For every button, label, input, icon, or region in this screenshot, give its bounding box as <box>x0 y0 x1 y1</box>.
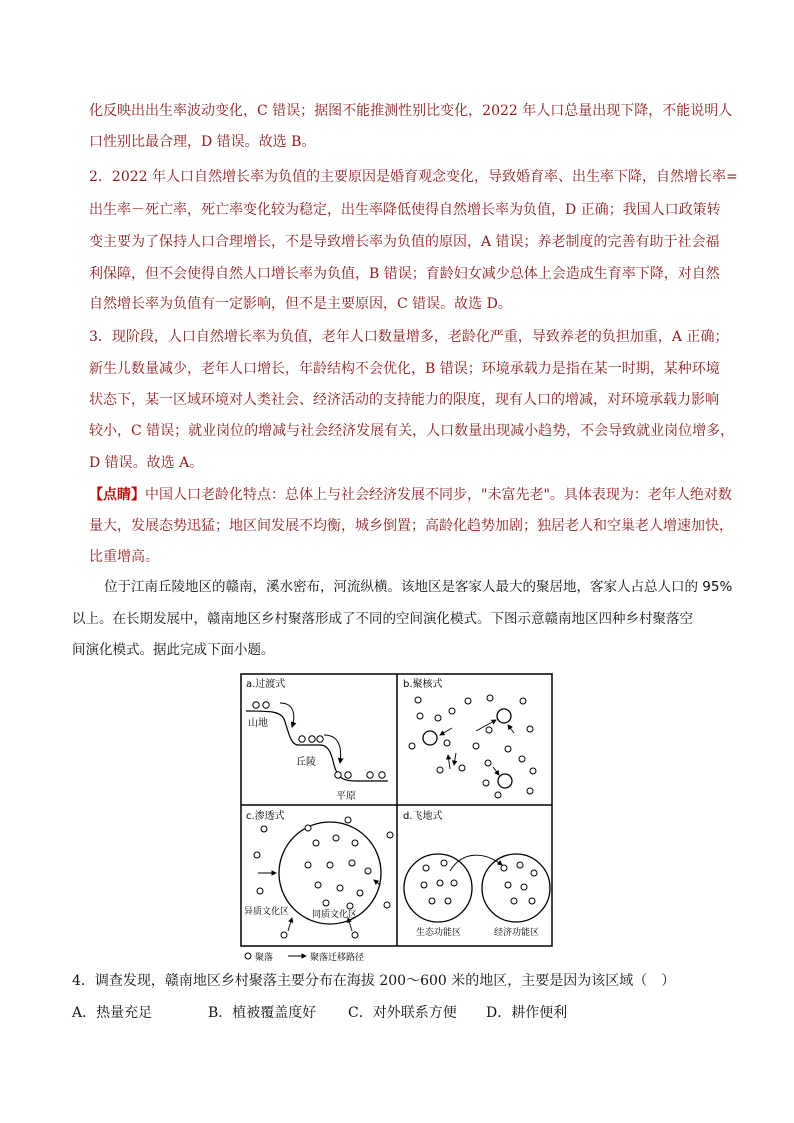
settlement-model-figure <box>240 673 553 965</box>
label-homogeneous-culture: 同质文化区 <box>312 910 358 920</box>
question-4-option-d[interactable]: D．耕作便利 <box>486 1005 568 1021</box>
explanation-line-1: 化反映出出生率波动变化，C 错误；据图不能推测性别比变化，2022 年人口总量出现下降，不能说明人 <box>89 103 733 119</box>
panel-c-infiltration <box>244 809 393 938</box>
explanation-line-6: 利保障，但不会使得自然人口增长率为负值，B 错误；育龄妇女减少总体上会造成生育率下降，对自然 <box>89 266 720 282</box>
question-4-option-b[interactable]: B．植被覆盖度好 <box>208 1005 317 1021</box>
legend-settlement: 聚落 <box>255 953 274 963</box>
label-ecological-zone: 生态功能区 <box>416 928 462 938</box>
figure-legend <box>245 951 364 963</box>
dianjing-text-1: 中国人口老龄化特点：总体上与社会经济发展不同步，"未富先老"。具体表现为：老年人绝对数 <box>145 487 732 503</box>
dianjing-line-1 <box>89 485 732 505</box>
explanation-line-8: 3．现阶段，人口自然增长率为负值，老年人口数量增多，老龄化严重，导致养老的负担加重，A 正确； <box>89 329 729 345</box>
intro-line-1: 位于江南丘陵地区的赣南，溪水密布，河流纵横。该地区是客家人最大的聚居地，客家人占总人口的 95% <box>104 579 733 595</box>
dianjing-line-2: 量大，发展态势迅猛；地区间发展不均衡，城乡倒置；高龄化趋势加剧；独居老人和空巢老人增速加快， <box>89 518 733 534</box>
explanation-line-2: 口性别比最合理，D 错误。故选 B。 <box>89 134 316 150</box>
label-economic-zone: 经济功能区 <box>494 928 540 938</box>
panel-d-title: d.飞地式 <box>403 811 443 822</box>
question-4-option-a[interactable]: A．热量充足 <box>72 1005 153 1021</box>
label-heterogeneous-culture: 异质文化区 <box>244 907 290 917</box>
dianjing-line-3: 比重增高。 <box>89 549 159 565</box>
panel-d-enclave <box>403 809 550 938</box>
label-mountain: 山地 <box>248 718 268 729</box>
panel-a-transition <box>246 677 388 802</box>
explanation-line-10: 状态下，某一区域环境对人类社会、经济活动的支持能力的限度，现有人口的增减，对环境承载力影响 <box>89 392 719 408</box>
explanation-line-3: 2．2022 年人口自然增长率为负值的主要原因是婚育观念变化，导致婚育率、出生率下降，自然增长率= <box>89 169 738 185</box>
explanation-line-9: 新生儿数量减少，老年人口增长，年龄结构不会优化，B 错误；环境承载力是指在某一时期，某种环境 <box>89 361 720 377</box>
question-4-stem: 4．调查发现，赣南地区乡村聚落主要分布在海拔 200～600 米的地区，主要是因为该区域（ ） <box>72 973 676 989</box>
panel-b-nucleation <box>403 677 536 798</box>
question-4-option-c[interactable]: C．对外联系方便 <box>348 1005 457 1021</box>
panel-c-title: c.渗透式 <box>246 811 285 822</box>
explanation-line-5: 变主要为了保持人口合理增长，不是导致增长率为负值的原因，A 错误；养老制度的完善有助于社会福 <box>89 234 720 250</box>
explanation-line-12: D 错误。故选 A。 <box>89 455 204 471</box>
intro-line-2: 以上。在长期发展中，赣南地区乡村聚落形成了不同的空间演化模式。下图示意赣南地区四种乡村聚落空 <box>72 611 693 627</box>
label-plain: 平原 <box>336 791 356 802</box>
dianjing-tag: 【点睛】 <box>89 487 145 503</box>
label-hills: 丘陵 <box>296 757 316 768</box>
explanation-line-7: 自然增长率为负值有一定影响，但不是主要原因，C 错误。故选 D。 <box>89 296 512 312</box>
panel-b-title: b.聚核式 <box>403 679 443 690</box>
explanation-line-4: 出生率－死亡率，死亡率变化较为稳定，出生率降低使得自然增长率为负值，D 正确；我国人口政策转 <box>89 202 721 218</box>
legend-migration-path: 聚落迁移路径 <box>310 953 365 963</box>
intro-line-3: 间演化模式。据此完成下面小题。 <box>72 642 275 658</box>
panel-a-title: a.过渡式 <box>246 679 286 690</box>
explanation-line-11: 较小，C 错误；就业岗位的增减与社会经济发展有关，人口数量出现减小趋势，不会导致就业岗位增多， <box>89 423 735 439</box>
